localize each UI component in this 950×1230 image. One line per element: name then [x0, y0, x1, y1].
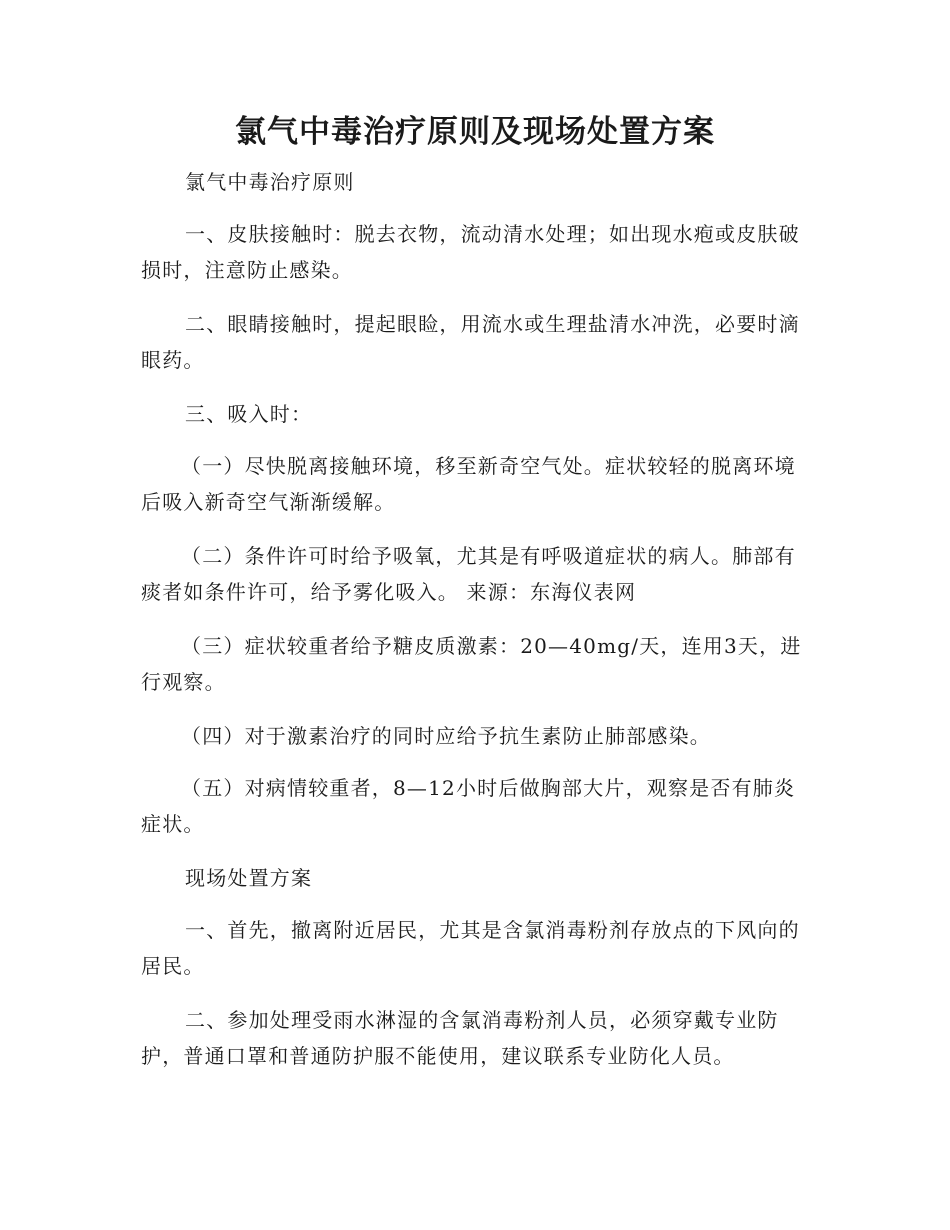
paragraph-inhalation-2: （二）条件许可时给予吸氧，尤其是有呼吸道症状的病人。肺部有痰者如条件许可，给予雾化吸入。 来源：东海仪表网: [141, 544, 796, 604]
paragraph-skin-contact: 一、皮肤接触时：脱去衣物，流动清水处理；如出现水疱或皮肤破损时，注意防止感染。: [141, 222, 800, 282]
paragraph-inhalation: 三、吸入时：: [185, 402, 313, 426]
section-heading-onsite: 现场处置方案: [185, 866, 313, 890]
paragraph-inhalation-3: （三）症状较重者给予糖皮质激素：20—40mg/天，连用3天，进行观察。: [141, 634, 802, 694]
paragraph-evacuation: 一、首先，撤离附近居民，尤其是含氯消毒粉剂存放点的下风向的居民。: [141, 918, 800, 978]
paragraph-eye-contact: 二、眼睛接触时，提起眼睑，用流水或生理盐清水冲洗，必要时滴眼药。: [141, 312, 800, 372]
document-title: 氯气中毒治疗原则及现场处置方案: [235, 114, 715, 150]
paragraph-inhalation-4: （四）对于激素治疗的同时应给予抗生素防止肺部感染。: [181, 724, 711, 748]
paragraph-protection: 二、参加处理受雨水淋湿的含氯消毒粉剂人员，必须穿戴专业防护，普通口罩和普通防护服不能使用，建议联系专业防化人员。: [141, 1008, 779, 1068]
paragraph-inhalation-1: （一）尽快脱离接触环境，移至新奇空气处。症状较轻的脱离环境后吸入新奇空气渐渐缓解。: [141, 454, 796, 514]
paragraph-inhalation-5: （五）对病情较重者，8—12小时后做胸部大片，观察是否有肺炎症状。: [141, 776, 796, 836]
section-heading-treatment: 氯气中毒治疗原则: [185, 170, 355, 194]
